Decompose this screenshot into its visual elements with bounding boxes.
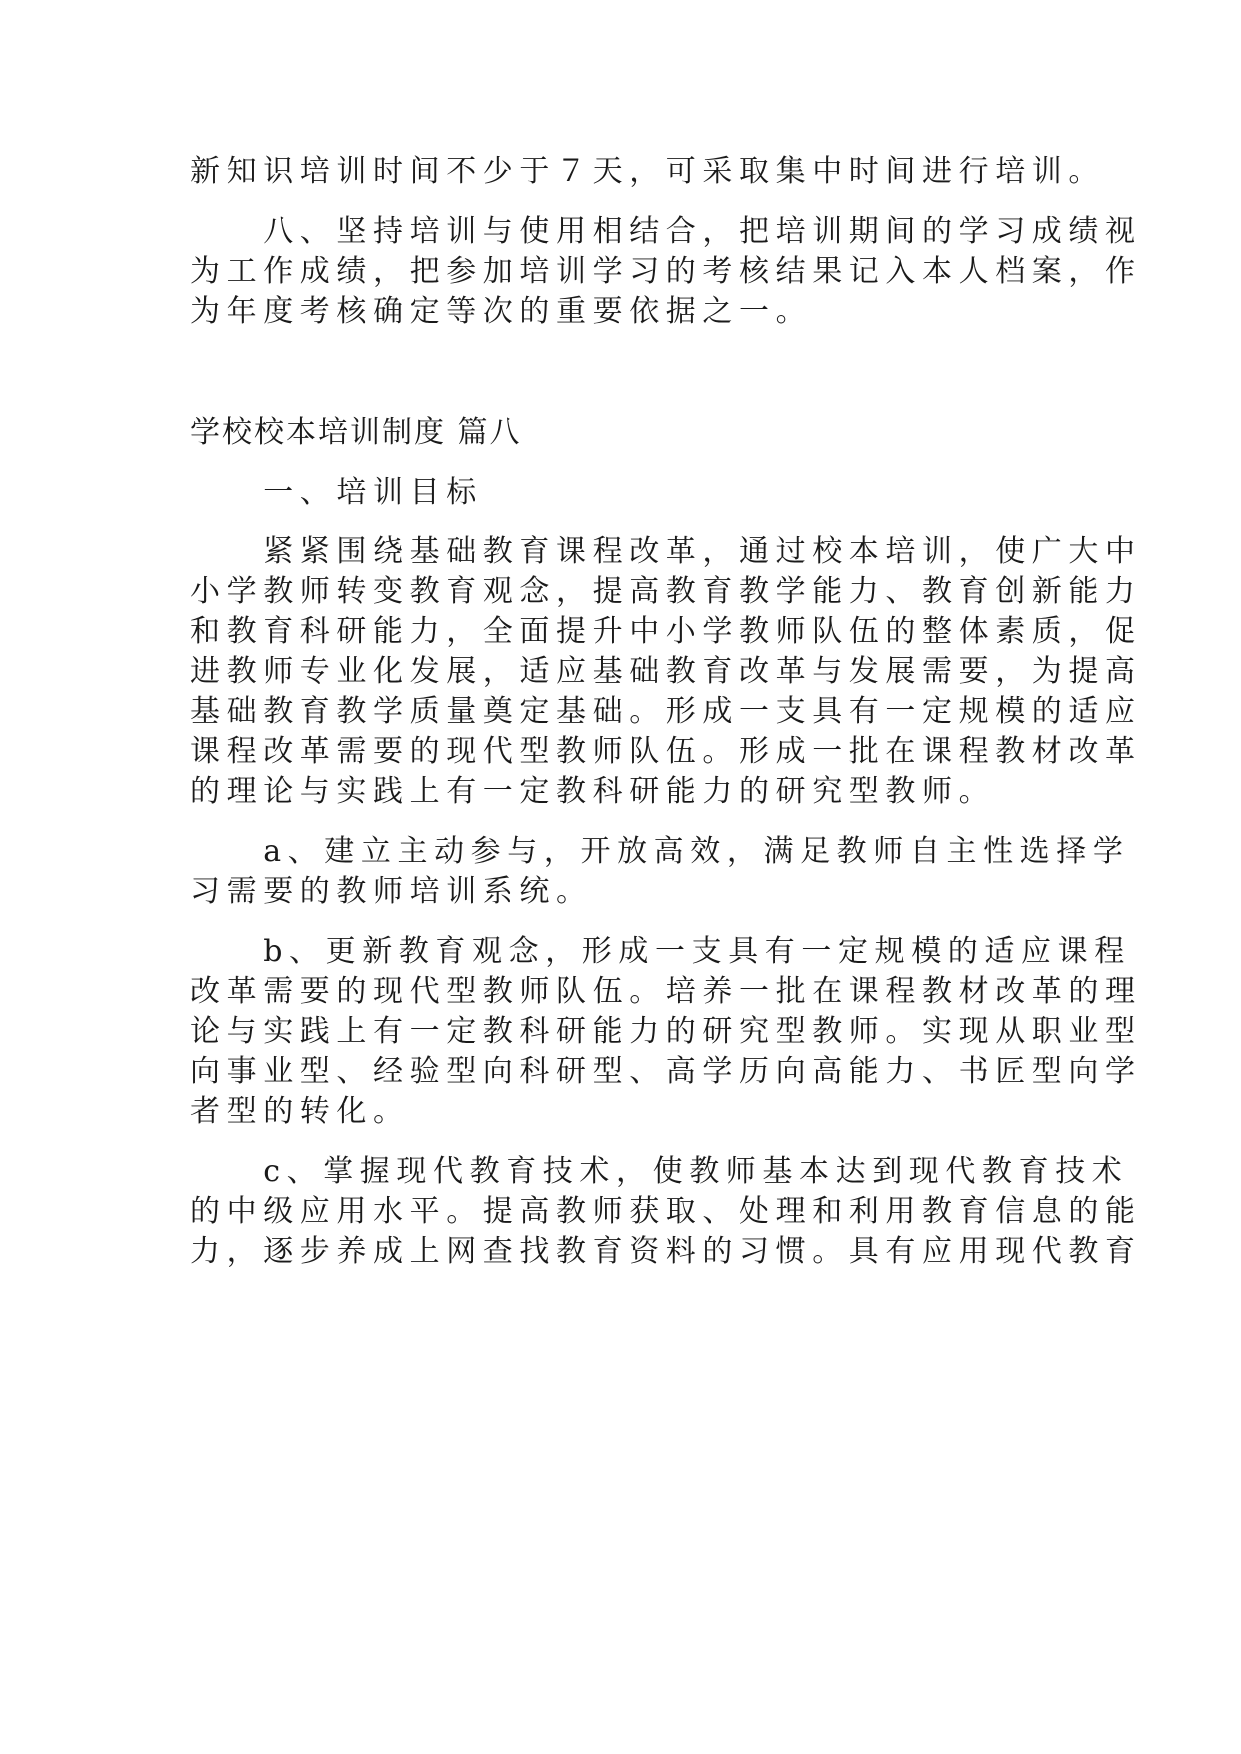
text-line: a、建立主动参与，开放高效，满足教师自主性选择学 [190, 834, 1130, 870]
paragraph-item-a [190, 832, 1130, 912]
text-line: 和教育科研能力，全面提升中小学教师队伍的整体素质，促 [190, 614, 1142, 650]
text-line: 力，逐步养成上网查找教育资料的习惯。具有应用现代教育 [190, 1233, 1142, 1269]
text-line: 进教师专业化发展，适应基础教育改革与发展需要，为提高 [190, 654, 1142, 690]
paragraph-continuation [190, 152, 1105, 192]
paragraph-item-c [190, 1152, 1142, 1272]
text-line: 八、坚持培训与使用相结合，把培训期间的学习成绩视 [190, 213, 1142, 249]
paragraph-goal-description [190, 532, 1142, 812]
text-line: 论与实践上有一定教科研能力的研究型教师。实现从职业型 [190, 1013, 1142, 1049]
subheading-training-goal [190, 473, 1048, 513]
text-line: 为年度考核确定等次的重要依据之一。 [190, 293, 813, 329]
paragraph-item-b [190, 932, 1142, 1132]
text-line: 为工作成绩，把参加培训学习的考核结果记入本人档案，作 [190, 253, 1142, 289]
text-line: 小学教师转变教育观念，提高教育教学能力、教育创新能力 [190, 574, 1142, 610]
text-line: 基础教育教学质量奠定基础。形成一支具有一定规模的适应 [190, 694, 1142, 730]
text-line: c、掌握现代教育技术，使教师基本达到现代教育技术 [190, 1153, 1129, 1189]
text-line: 习需要的教师培训系统。 [190, 874, 593, 910]
section-title: 学校校本培训制度 篇八 [190, 414, 522, 450]
paragraph-item-eight [190, 212, 1142, 332]
text-line: 新知识培训时间不少于７天，可采取集中时间进行培训。 [190, 154, 1105, 189]
text-line: 者型的转化。 [190, 1093, 410, 1129]
text-line: b、更新教育观念，形成一支具有一定规模的适应课程 [190, 933, 1131, 969]
text-line: 向事业型、经验型向科研型、高学历向高能力、书匠型向学 [190, 1053, 1142, 1089]
text-line: 改革需要的现代型教师队伍。培养一批在课程教材改革的理 [190, 973, 1142, 1009]
text-line: 课程改革需要的现代型教师队伍。形成一批在课程教材改革 [190, 734, 1142, 770]
section-heading [190, 413, 1048, 453]
text-line: 紧紧围绕基础教育课程改革，通过校本培训，使广大中 [190, 534, 1142, 570]
text-line: 的理论与实践上有一定教科研能力的研究型教师。 [190, 774, 996, 810]
text-line: 的中级应用水平。提高教师获取、处理和利用教育信息的能 [190, 1193, 1142, 1229]
text-line: 一、培训目标 [190, 474, 483, 510]
document-body [190, 152, 1142, 1292]
